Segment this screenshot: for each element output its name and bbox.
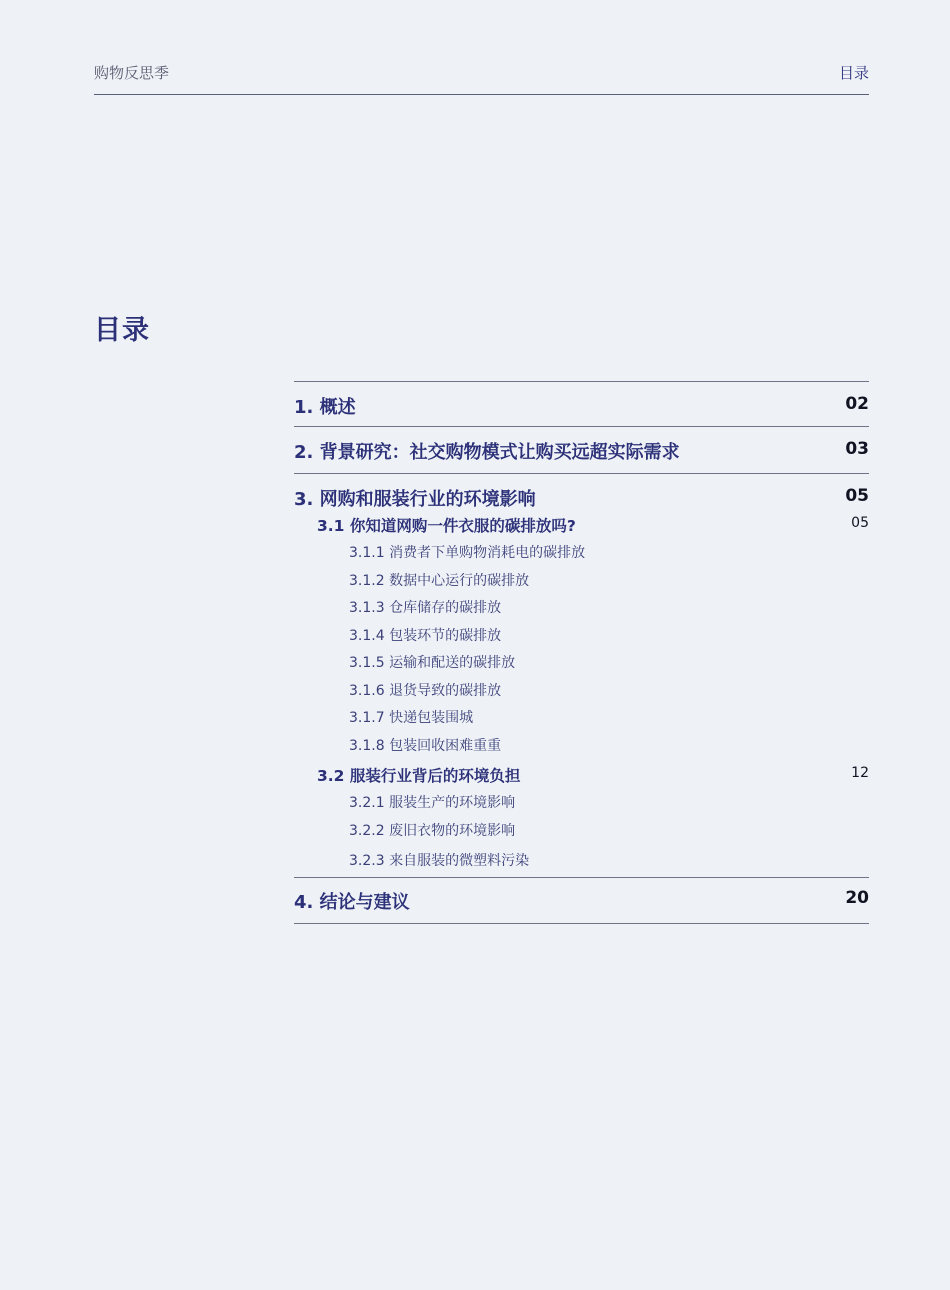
toc-entry-title: 3.2.2 废旧衣物的环境影响 (349, 822, 516, 839)
toc-entry-3-1-8[interactable] (294, 732, 869, 762)
table-of-contents (294, 381, 869, 924)
toc-entry-title: 3.1 你知道网购一件衣服的碳排放吗? (317, 517, 576, 535)
toc-entry-title: 2. 背景研究：社交购物模式让购买远超实际需求 (294, 442, 680, 463)
toc-entry-title: 4. 结论与建议 (294, 891, 410, 913)
toc-entry-4[interactable] (294, 877, 869, 923)
toc-entry-3-2-3[interactable] (294, 847, 869, 877)
toc-entry-3-2[interactable] (294, 762, 869, 789)
toc-entry-title: 3.2.1 服装生产的环境影响 (349, 794, 516, 811)
toc-entry-3-1-1[interactable] (294, 539, 869, 567)
toc-entry-page: 05 (845, 486, 869, 506)
toc-entry-title: 3.1.5 运输和配送的碳排放 (349, 655, 516, 671)
toc-entry-title: 3.1.3 仓库储存的碳排放 (349, 600, 502, 616)
section-name: 目录 (838, 64, 869, 82)
page-header (94, 60, 869, 95)
toc-entry-title: 3.2 服装行业背后的环境负担 (317, 766, 521, 785)
toc-entry-3-2-2[interactable] (294, 817, 869, 847)
toc-entry-3-1[interactable] (294, 512, 869, 539)
toc-entry-3-1-3[interactable] (294, 594, 869, 622)
toc-entry-3[interactable] (294, 473, 869, 512)
toc-entry-title: 3.1.2 数据中心运行的碳排放 (349, 572, 530, 589)
toc-entry-title: 3.1.1 消费者下单购物消耗电的碳排放 (349, 545, 586, 561)
toc-entry-title: 3.1.8 包装回收困难重重 (349, 737, 502, 754)
toc-entry-3-2-1[interactable] (294, 789, 869, 817)
toc-entry-page: 03 (845, 439, 869, 459)
toc-entry-title: 1. 概述 (294, 397, 356, 418)
page-title: 目录 (94, 315, 150, 346)
toc-entry-page: 02 (845, 394, 869, 414)
toc-entry-page: 12 (851, 764, 869, 781)
toc-entry-3-1-4[interactable] (294, 622, 869, 650)
document-name: 购物反思季 (94, 64, 170, 82)
toc-entry-title: 3.1.4 包装环节的碳排放 (349, 627, 502, 644)
toc-entry-page: 05 (851, 515, 869, 531)
toc-entry-1[interactable] (294, 381, 869, 426)
toc-entry-title: 3.2.3 来自服装的微塑料污染 (349, 852, 530, 869)
toc-entry-3-1-5[interactable] (294, 649, 869, 677)
toc-entry-3-1-6[interactable] (294, 677, 869, 705)
toc-entry-title: 3.1.7 快递包装围城 (349, 710, 474, 726)
toc-entry-3-1-2[interactable] (294, 567, 869, 595)
toc-entry-page: 20 (845, 887, 869, 908)
toc-bottom-rule (294, 923, 869, 924)
toc-entry-2[interactable] (294, 426, 869, 473)
toc-entry-title: 3. 网购和服装行业的环境影响 (294, 489, 536, 510)
toc-entry-3-1-7[interactable] (294, 704, 869, 732)
toc-entry-title: 3.1.6 退货导致的碳排放 (349, 682, 502, 699)
